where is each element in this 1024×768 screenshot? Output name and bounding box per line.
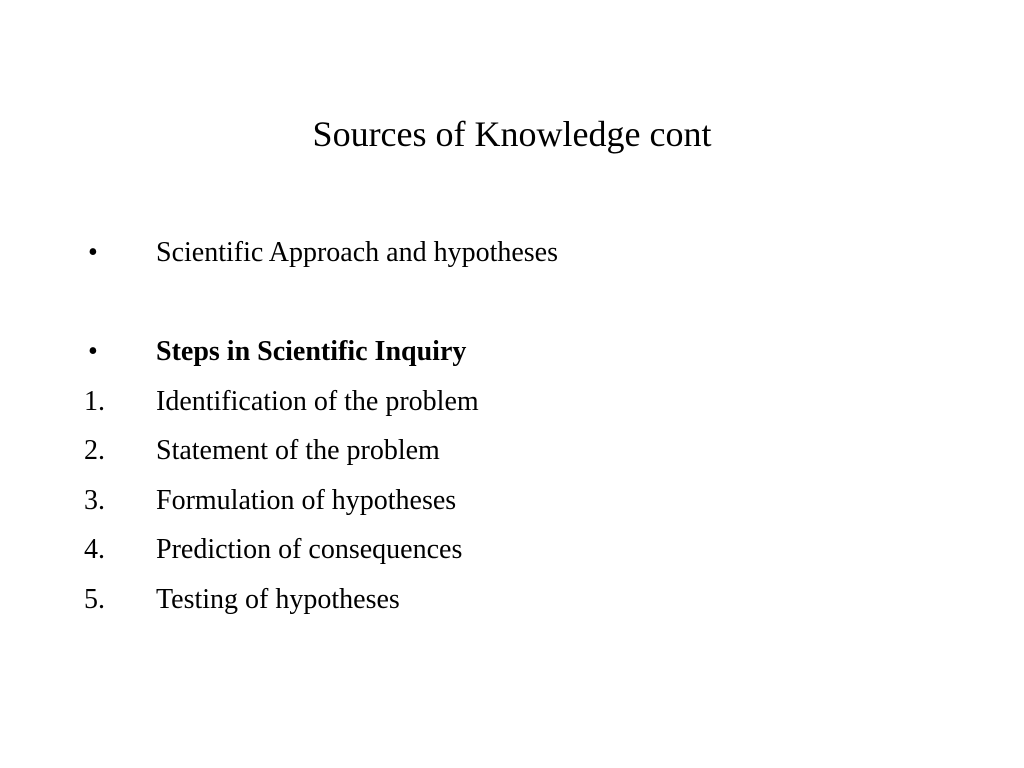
bullet-marker: • (88, 237, 98, 268)
step-text: Identification of the problem (156, 385, 479, 417)
bullet-text: Scientific Approach and hypotheses (156, 237, 559, 268)
step-number: 1. (84, 385, 105, 417)
bullet-marker: • (88, 336, 98, 367)
step-text: Formulation of hypotheses (156, 484, 457, 516)
steps-heading: Steps in Scientific Inquiry (156, 336, 467, 367)
step-item-2 (84, 426, 964, 476)
step-item-4 (84, 525, 964, 575)
slide-title: Sources of Knowledge cont (312, 114, 712, 154)
bullet-item-steps-heading (84, 327, 964, 377)
step-number: 3. (84, 484, 105, 516)
step-item-5 (84, 575, 964, 625)
bullet-item-scientific-approach (84, 228, 964, 278)
step-number: 5. (84, 583, 105, 615)
step-item-3 (84, 476, 964, 526)
step-item-1 (84, 377, 964, 427)
step-text: Testing of hypotheses (156, 583, 400, 615)
step-text: Prediction of consequences (156, 534, 463, 565)
slide-body-list (84, 228, 964, 624)
step-number: 4. (84, 534, 105, 565)
step-text: Statement of the problem (156, 435, 440, 466)
step-number: 2. (84, 435, 105, 466)
